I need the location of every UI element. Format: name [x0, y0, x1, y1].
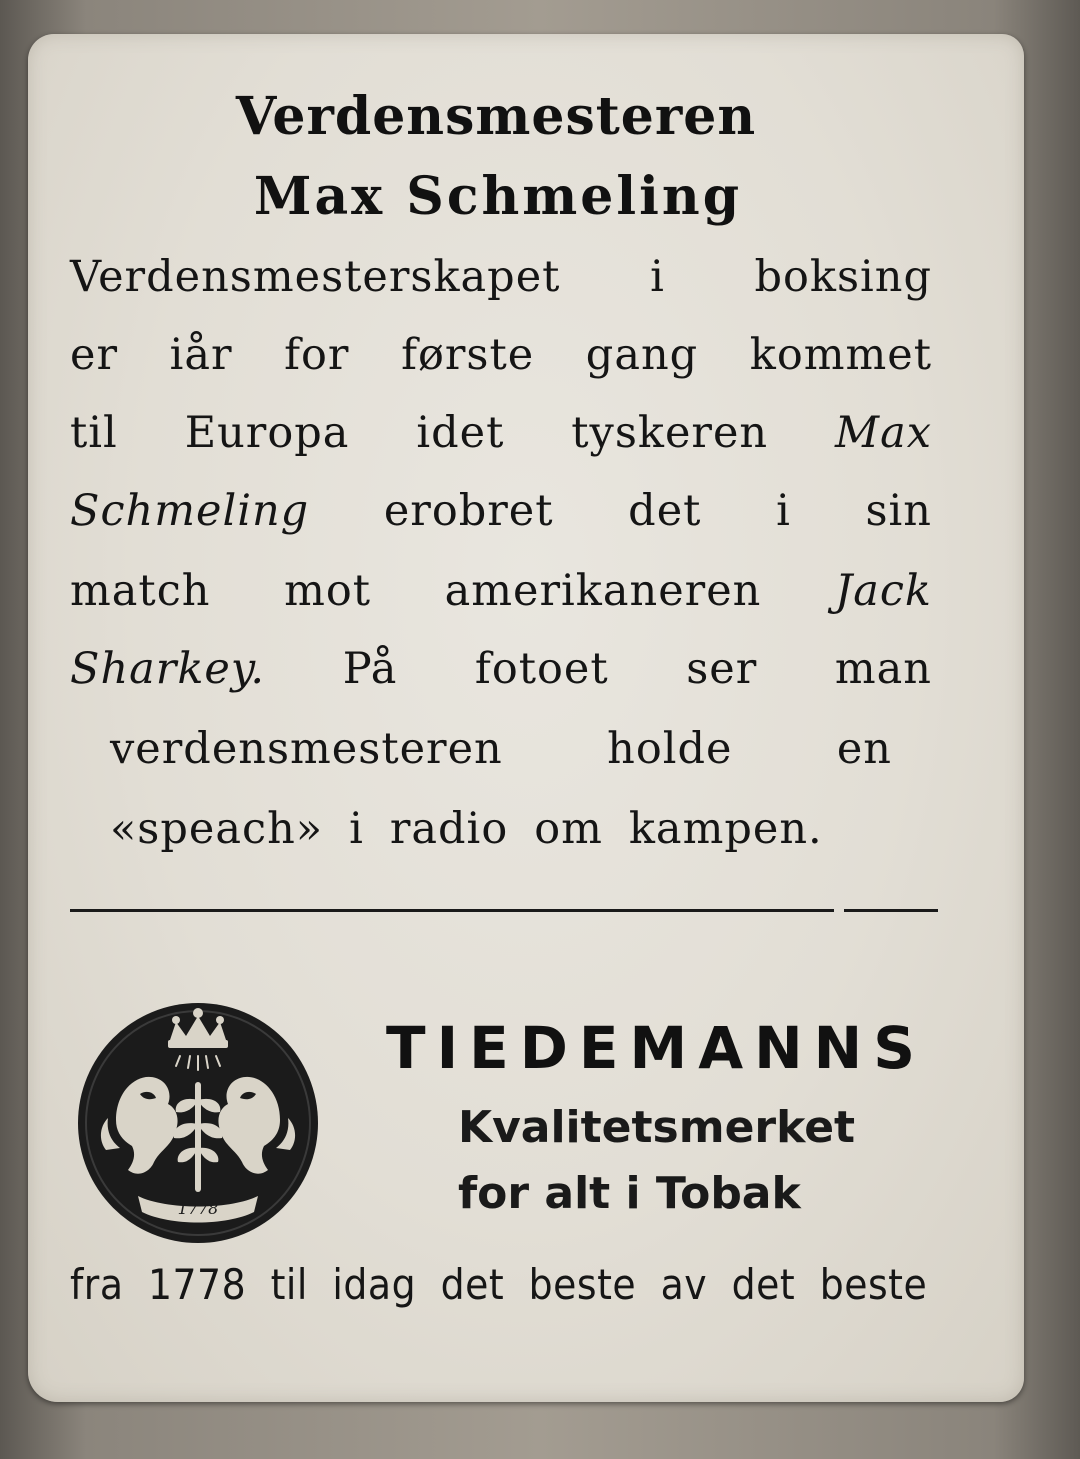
body-word: i [776, 486, 791, 536]
body-word: amerikaneren [444, 566, 762, 616]
body-line-6 [70, 644, 932, 694]
body-word: om [534, 804, 603, 854]
body-line-8 [110, 804, 823, 854]
body-line-1 [70, 252, 932, 302]
slogan-word: til [270, 1260, 308, 1309]
body-word: mot [284, 566, 372, 616]
slogan-word: beste [819, 1260, 928, 1309]
body-word: til [70, 408, 118, 458]
body-word: På [342, 644, 398, 694]
body-word: match [70, 566, 211, 616]
body-word: i [650, 252, 665, 302]
body-word: en [836, 724, 892, 774]
body-word: Europa [184, 408, 350, 458]
body-word: fotoet [474, 644, 609, 694]
slogan [70, 1260, 939, 1309]
body-word: er [70, 330, 119, 380]
slogan-word: 1778 [147, 1260, 247, 1309]
body-word: man [834, 644, 932, 694]
coat-of-arms-icon [76, 1000, 320, 1246]
tagline-line2: for alt i Tobak [458, 1168, 801, 1219]
body-word: for [284, 330, 350, 380]
body-line-2 [70, 330, 932, 380]
body-word: radio [389, 804, 509, 854]
body-word: det [628, 486, 702, 536]
card-title-line2: Max Schmeling [253, 166, 743, 227]
body-word: Schmeling [70, 486, 310, 536]
body-word: Verdensmesterskapet [70, 252, 561, 302]
body-line-5 [70, 566, 932, 616]
emblem-year: 1778 [177, 1199, 219, 1218]
body-word: boksing [754, 252, 932, 302]
body-word: idet [416, 408, 505, 458]
body-word: erobret [383, 486, 554, 536]
slogan-word: beste [528, 1260, 637, 1309]
body-word: Max [835, 408, 932, 458]
divider-rule [70, 909, 834, 912]
body-word: tyskeren [571, 408, 769, 458]
body-word: gang [585, 330, 699, 380]
body-word: holde [607, 724, 733, 774]
body-line-7 [110, 724, 892, 774]
brand-name: TIEDEMANNS [386, 1014, 926, 1082]
body-word: i [349, 804, 364, 854]
slogan-word: det [440, 1260, 505, 1309]
body-word: første [401, 330, 535, 380]
body-word: Jack [834, 566, 932, 616]
body-word: Sharkey. [70, 644, 266, 694]
slogan-word: det [731, 1260, 796, 1309]
slogan-word: av [660, 1260, 708, 1309]
body-line-3 [70, 408, 932, 458]
body-word: kommet [749, 330, 932, 380]
body-word: «speach» [110, 804, 324, 854]
body-word: kampen. [628, 804, 823, 854]
tagline-line1: Kvalitetsmerket [458, 1102, 856, 1153]
body-word: verdensmesteren [110, 724, 503, 774]
trading-card-back [28, 34, 1024, 1402]
body-line-4 [70, 486, 932, 536]
body-word: ser [686, 644, 758, 694]
divider-rule-short [844, 909, 938, 912]
body-word: iår [169, 330, 233, 380]
body-word: sin [865, 486, 932, 536]
card-title-line1: Verdensmesteren [235, 86, 757, 147]
slogan-word: fra [70, 1260, 124, 1309]
slogan-word: idag [332, 1260, 417, 1309]
